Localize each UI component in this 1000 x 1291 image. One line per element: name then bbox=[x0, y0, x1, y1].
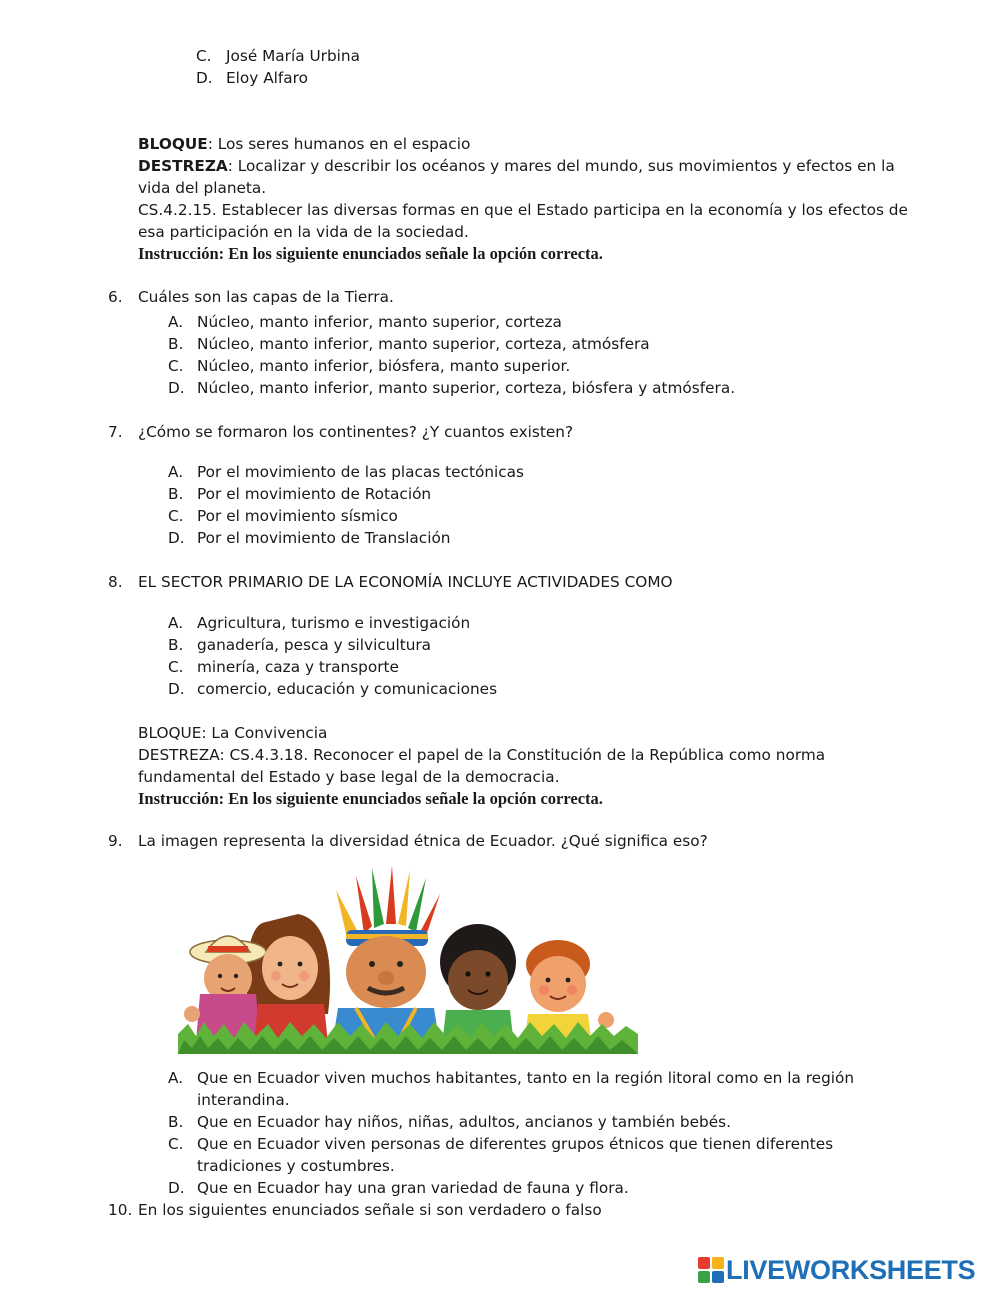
option-text: Núcleo, manto inferior, biósfera, manto superior. bbox=[197, 357, 571, 375]
q5-option-c[interactable] bbox=[196, 45, 360, 67]
q7-option-c[interactable] bbox=[168, 505, 398, 527]
option-text: José María Urbina bbox=[226, 47, 360, 65]
instruction: Instrucción: En los siguiente enunciados señale la opción correcta. bbox=[138, 244, 603, 263]
destreza-2-line-2: fundamental del Estado y base legal de la democracia. bbox=[138, 768, 560, 786]
bloque-convivencia: BLOQUE: La Convivencia bbox=[138, 724, 328, 742]
option-text: Que en Ecuador viven personas de diferentes grupos étnicos que tienen diferentes bbox=[197, 1135, 834, 1153]
destreza-line-2: vida del planeta. bbox=[138, 179, 267, 197]
cs-line-2: esa participación en la vida de la sociedad. bbox=[138, 223, 469, 241]
option-text: ganadería, pesca y silvicultura bbox=[197, 636, 432, 654]
q8-option-a[interactable] bbox=[168, 612, 470, 634]
option-label: B. bbox=[168, 485, 184, 503]
q8-option-d[interactable] bbox=[168, 678, 497, 700]
option-label: D. bbox=[168, 529, 185, 547]
q8-option-c[interactable] bbox=[168, 656, 399, 678]
q6-option-b[interactable] bbox=[168, 333, 650, 355]
feather-headdress-icon bbox=[336, 866, 440, 946]
q9-option-a[interactable] bbox=[168, 1067, 854, 1089]
ethnic-diversity-illustration bbox=[178, 864, 638, 1054]
q7-option-d[interactable] bbox=[168, 527, 451, 549]
logo-text: LIVEWORKSHEETS bbox=[726, 1255, 976, 1285]
question-number: 7. bbox=[108, 423, 123, 441]
q9-option-a-cont: interandina. bbox=[197, 1091, 290, 1109]
option-text: Por el movimiento de Translación bbox=[197, 529, 451, 547]
option-label: A. bbox=[168, 463, 184, 481]
option-label: D. bbox=[168, 680, 185, 698]
bloque-label: BLOQUE bbox=[138, 135, 208, 153]
option-text: Agricultura, turismo e investigación bbox=[197, 614, 471, 632]
q5-option-d[interactable] bbox=[196, 67, 308, 89]
option-label: D. bbox=[168, 379, 185, 397]
question-text: En los siguientes enunciados señale si son verdadero o falso bbox=[138, 1201, 602, 1219]
q9-option-c[interactable] bbox=[168, 1133, 833, 1155]
destreza-label: DESTREZA bbox=[138, 157, 228, 175]
option-text: Por el movimiento de Rotación bbox=[197, 485, 432, 503]
option-text: Núcleo, manto inferior, manto superior, corteza, biósfera y atmósfera. bbox=[197, 379, 736, 397]
question-number: 10. bbox=[108, 1201, 133, 1219]
option-text: minería, caza y transporte bbox=[197, 658, 399, 676]
bloque-heading bbox=[138, 133, 470, 155]
option-text: Núcleo, manto inferior, manto superior, corteza, atmósfera bbox=[197, 335, 650, 353]
option-label: C. bbox=[168, 658, 184, 676]
option-text: Que en Ecuador viven muchos habitantes, tanto en la región litoral como en la región bbox=[197, 1069, 855, 1087]
option-text: Que en Ecuador hay una gran variedad de fauna y flora. bbox=[197, 1179, 629, 1197]
q7-option-b[interactable] bbox=[168, 483, 431, 505]
question-number: 6. bbox=[108, 288, 123, 306]
option-text: comercio, educación y comunicaciones bbox=[197, 680, 498, 698]
option-label: B. bbox=[168, 335, 184, 353]
liveworksheets-badge-icon bbox=[698, 1257, 724, 1283]
option-label: C. bbox=[168, 357, 184, 375]
option-label: D. bbox=[168, 1179, 185, 1197]
option-label: A. bbox=[168, 313, 184, 331]
destreza-text: : Localizar y describir los océanos y mares del mundo, sus movimientos y efectos en la bbox=[227, 157, 895, 175]
bloque-text: : Los seres humanos en el espacio bbox=[207, 135, 471, 153]
q9-option-d[interactable] bbox=[168, 1177, 629, 1199]
destreza-2-line-1: DESTREZA: CS.4.3.18. Reconocer el papel de la Constitución de la República como norma bbox=[138, 746, 826, 764]
q8-option-b[interactable] bbox=[168, 634, 431, 656]
question-text: Cuáles son las capas de la Tierra. bbox=[138, 288, 394, 306]
option-text: Que en Ecuador hay niños, niñas, adultos, ancianos y también bebés. bbox=[197, 1113, 731, 1131]
q7-option-a[interactable] bbox=[168, 461, 524, 483]
liveworksheets-logo[interactable] bbox=[698, 1256, 975, 1284]
option-text: Eloy Alfaro bbox=[226, 69, 308, 87]
option-label: C. bbox=[196, 47, 212, 65]
option-text: Por el movimiento de las placas tectónicas bbox=[197, 463, 525, 481]
option-text: Por el movimiento sísmico bbox=[197, 507, 398, 525]
instruction-2: Instrucción: En los siguiente enunciados señale la opción correcta. bbox=[138, 789, 603, 808]
q9-option-c-cont: tradiciones y costumbres. bbox=[197, 1157, 395, 1175]
cs-line-1: CS.4.2.15. Establecer las diversas formas en que el Estado participa en la economía y los efectos de bbox=[138, 201, 908, 219]
q6-option-c[interactable] bbox=[168, 355, 570, 377]
q6-option-d[interactable] bbox=[168, 377, 735, 399]
question-text: La imagen representa la diversidad étnica de Ecuador. ¿Qué significa eso? bbox=[138, 832, 708, 850]
question-number: 8. bbox=[108, 573, 123, 591]
option-label: A. bbox=[168, 1069, 184, 1087]
q6-option-a[interactable] bbox=[168, 311, 562, 333]
destreza-line bbox=[138, 155, 895, 177]
question-text: ¿Cómo se formaron los continentes? ¿Y cuantos existen? bbox=[138, 423, 574, 441]
option-text: Núcleo, manto inferior, manto superior, corteza bbox=[197, 313, 562, 331]
option-label: C. bbox=[168, 507, 184, 525]
option-label: D. bbox=[196, 69, 213, 87]
option-label: C. bbox=[168, 1135, 184, 1153]
option-label: A. bbox=[168, 614, 184, 632]
option-label: B. bbox=[168, 1113, 184, 1131]
question-number: 9. bbox=[108, 832, 123, 850]
q9-option-b[interactable] bbox=[168, 1111, 731, 1133]
option-label: B. bbox=[168, 636, 184, 654]
question-text: EL SECTOR PRIMARIO DE LA ECONOMÍA INCLUYE ACTIVIDADES COMO bbox=[138, 573, 673, 591]
